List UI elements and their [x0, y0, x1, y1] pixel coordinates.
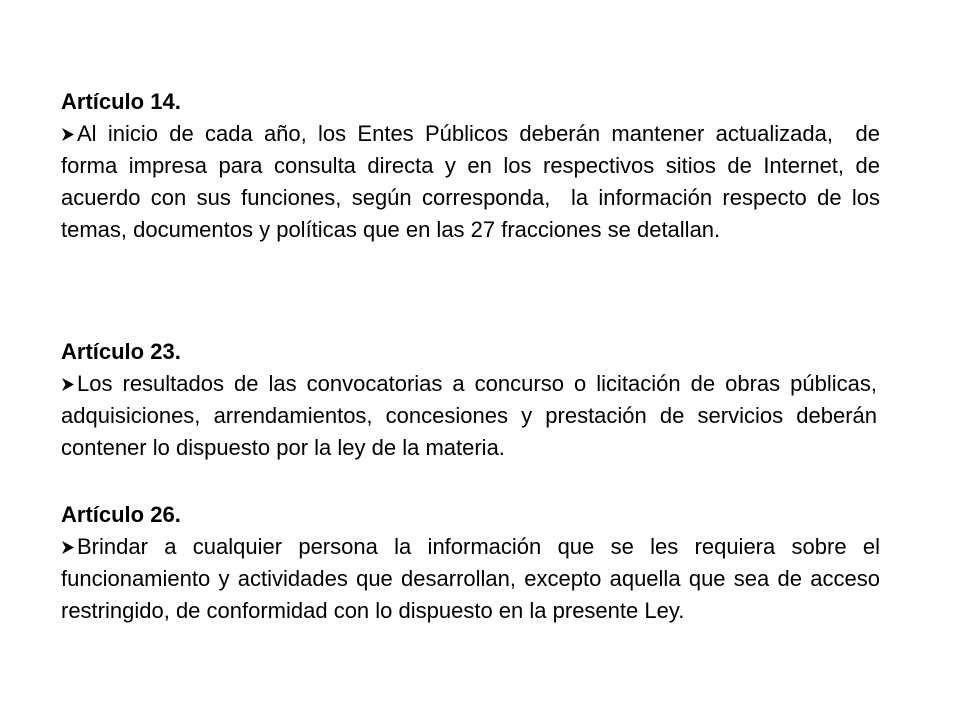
arrowhead-bullet-icon [61, 540, 75, 555]
article-text: Al inicio de cada año, los Entes Públicos deberán mantener actualizada, de forma impresa para consulta directa y en los respectivos sitios de Internet, de acuerdo con sus funciones, según corresponda, la información respecto de los temas, documentos y políticas que en las 27 fracciones se detallan. [61, 121, 887, 242]
arrowhead-bullet-icon [61, 127, 75, 142]
article-paragraph [61, 368, 884, 464]
article-14 [61, 86, 887, 246]
article-text: Los resultados de las convocatorias a concurso o licitación de obras públicas, adquisiciones, arrendamientos, concesiones y prestación de servicios deberán contener lo dispuesto por la ley de la materia. [61, 371, 884, 460]
article-heading: Artículo 26. [61, 502, 181, 527]
article-26 [61, 499, 887, 627]
article-23 [61, 336, 884, 464]
arrowhead-bullet-icon [61, 377, 75, 392]
article-heading: Artículo 14. [61, 89, 181, 114]
article-paragraph [61, 531, 887, 627]
article-heading: Artículo 23. [61, 339, 181, 364]
article-text: Brindar a cualquier persona la información que se les requiera sobre el funcionamiento y actividades que desarrollan, excepto aquella que sea de acceso restringido, de conformidad con lo dispuesto en la presente Ley. [61, 534, 887, 623]
article-paragraph [61, 118, 887, 246]
